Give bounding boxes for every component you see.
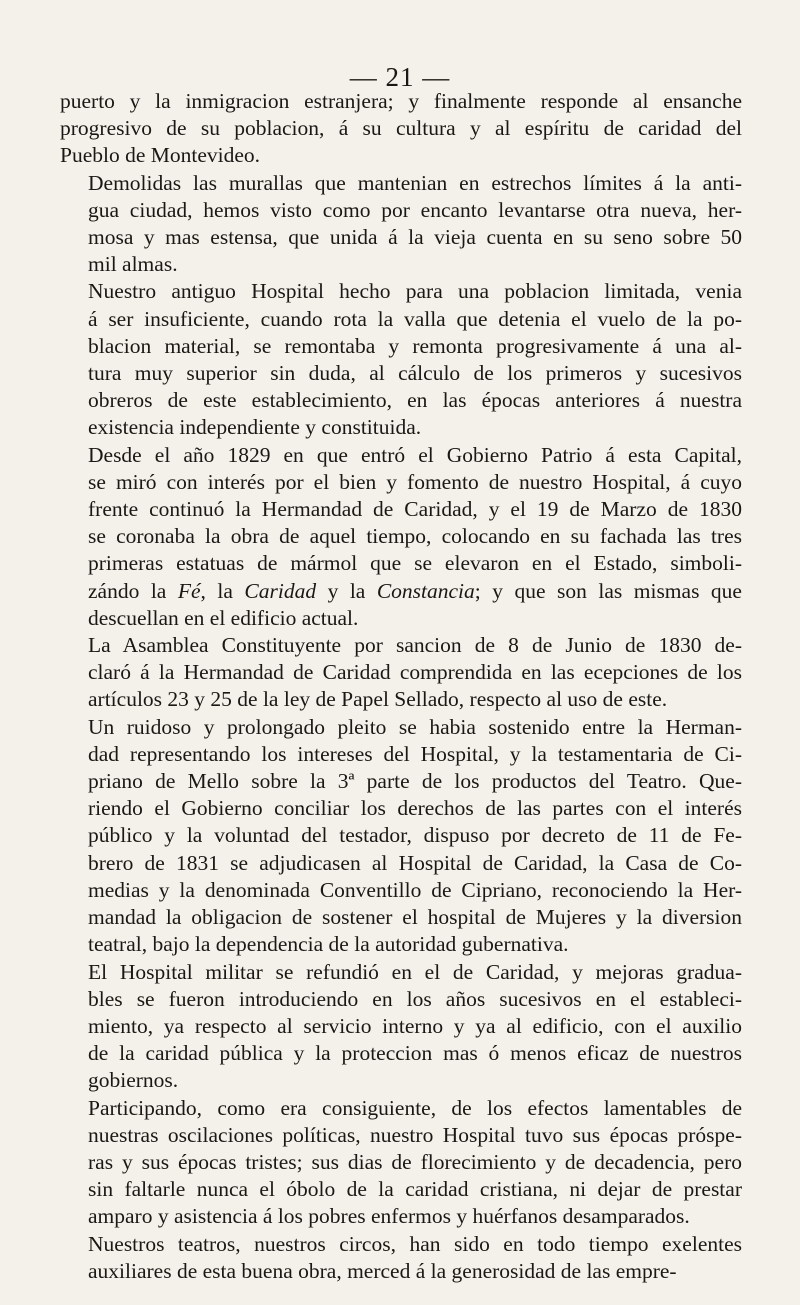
text-line: se miró con interés por el bien y fomento de nuestro Hospital, á cuyo <box>88 469 742 494</box>
text-line: El Hospital militar se refundió en el de Caridad, y mejoras gradua- <box>88 959 742 984</box>
text-line: á ser insuficiente, cuando rota la valla que detenia el vuelo de la po- <box>88 306 742 331</box>
paragraph <box>60 1095 742 1231</box>
text-line: nuestras oscilaciones políticas, nuestro Hospital tuvo sus épocas próspe- <box>88 1122 742 1147</box>
text-line: tura muy superior sin duda, al cálculo de los primeros y sucesivos <box>88 361 742 386</box>
italic-word: Constancia <box>376 578 475 603</box>
text-line: auxiliares de esta buena obra, merced á la generosidad de las empre- <box>88 1258 677 1283</box>
text-line: priano de Mello sobre la 3ª parte de los productos del Teatro. Que- <box>88 769 742 794</box>
text-line: de la caridad pública y la proteccion mas ó menos eficaz de nuestros <box>88 1041 742 1066</box>
text-line: mil almas. <box>88 252 178 277</box>
text-line: brero de 1831 se adjudicasen al Hospital de Caridad, la Casa de Co- <box>88 850 742 875</box>
paragraph <box>60 442 742 632</box>
text-line: Un ruidoso y prolongado pleito se habia sostenido entre la Herman- <box>88 714 742 739</box>
text-line: se coronaba la obra de aquel tiempo, colocando en su fachada las tres <box>88 524 742 549</box>
text-line: Nuestros teatros, nuestros circos, han sido en todo tiempo exelentes <box>88 1231 742 1256</box>
paragraph <box>60 632 742 714</box>
text-line: gua ciudad, hemos visto como por encanto levantarse otra nueva, her- <box>88 197 742 222</box>
text-line: artículos 23 y 25 de la ley de Papel Sellado, respecto al uso de este. <box>88 687 668 712</box>
text-line: frente continuó la Hermandad de Caridad, y el 19 de Marzo de 1830 <box>88 497 742 522</box>
text-line: teatral, bajo la dependencia de la autoridad gubernativa. <box>88 932 569 957</box>
paragraph <box>60 170 742 279</box>
paragraph <box>60 1231 742 1285</box>
text-line: Participando, como era consiguiente, de los efectos lamentables de <box>88 1095 742 1120</box>
text-line: descuellan en el edificio actual. <box>88 605 359 630</box>
body-text <box>60 88 742 1285</box>
text-line: progresivo de su poblacion, á su cultura y al espíritu de caridad del <box>60 116 742 141</box>
text-line: bles se fueron introduciendo en los años sucesivos en el estableci- <box>88 986 742 1011</box>
text-line: Demolidas las murallas que mantenian en estrechos límites á la anti- <box>88 170 742 195</box>
text-line: existencia independiente y constituida. <box>88 415 422 440</box>
text-line: mosa y mas estensa, que unida á la vieja cuenta en su seno sobre 50 <box>88 225 742 250</box>
text-line: público y la voluntad del testador, dispuso por decreto de 11 de Fe- <box>88 823 742 848</box>
text-line: amparo y asistencia á los pobres enfermos y huérfanos desamparados. <box>88 1204 690 1229</box>
text-line: claró á la Hermandad de Caridad comprendida en las ecepciones de los <box>88 660 742 685</box>
text-line: dad representando los intereses del Hospital, y la testamentaria de Ci- <box>88 741 742 766</box>
text-line: Nuestro antiguo Hospital hecho para una poblacion limitada, venia <box>88 279 742 304</box>
text-line: sin faltarle nunca el óbolo de la caridad cristiana, ni dejar de prestar <box>88 1177 742 1202</box>
text-line: gobiernos. <box>88 1068 179 1093</box>
text-line: ras y sus épocas tristes; sus dias de florecimiento y de decadencia, pero <box>88 1149 742 1174</box>
text-line: mandad la obligacion de sostener el hospital de Mujeres y la diversion <box>88 905 742 930</box>
paragraph <box>60 959 742 1095</box>
page-number: — 21 — <box>349 62 451 92</box>
text-line: medias y la denominada Conventillo de Cipriano, reconociendo la Her- <box>88 877 742 902</box>
text-line: puerto y la inmigracion estranjera; y finalmente responde al ensanche <box>60 89 742 113</box>
text-line: La Asamblea Constituyente por sancion de 8 de Junio de 1830 de- <box>88 633 742 658</box>
text-line: miento, ya respecto al servicio interno y ya al edificio, con el auxilio <box>88 1013 742 1038</box>
paragraph <box>60 278 742 441</box>
text-line: primeras estatuas de mármol que se elevaron en el Estado, simboli- <box>88 551 742 576</box>
text-line: Pueblo de Montevideo. <box>60 143 261 168</box>
text-line: obreros de este establecimiento, en las épocas anteriores á nuestra <box>88 388 742 413</box>
paragraph <box>60 714 742 959</box>
paragraph <box>60 88 742 170</box>
text-line: Desde el año 1829 en que entró el Gobierno Patrio á esta Capital, <box>88 442 742 467</box>
italic-word: Fé <box>177 578 201 603</box>
text-line: blacion material, se remontaba y remonta progresivamente á una al- <box>88 333 742 358</box>
text-line: zándo la Fé, la Caridad y la Constancia; y que son las mismas que <box>88 578 742 603</box>
italic-word: Caridad <box>244 578 317 603</box>
text-line: riendo el Gobierno conciliar los derechos de las partes con el interés <box>88 796 742 821</box>
